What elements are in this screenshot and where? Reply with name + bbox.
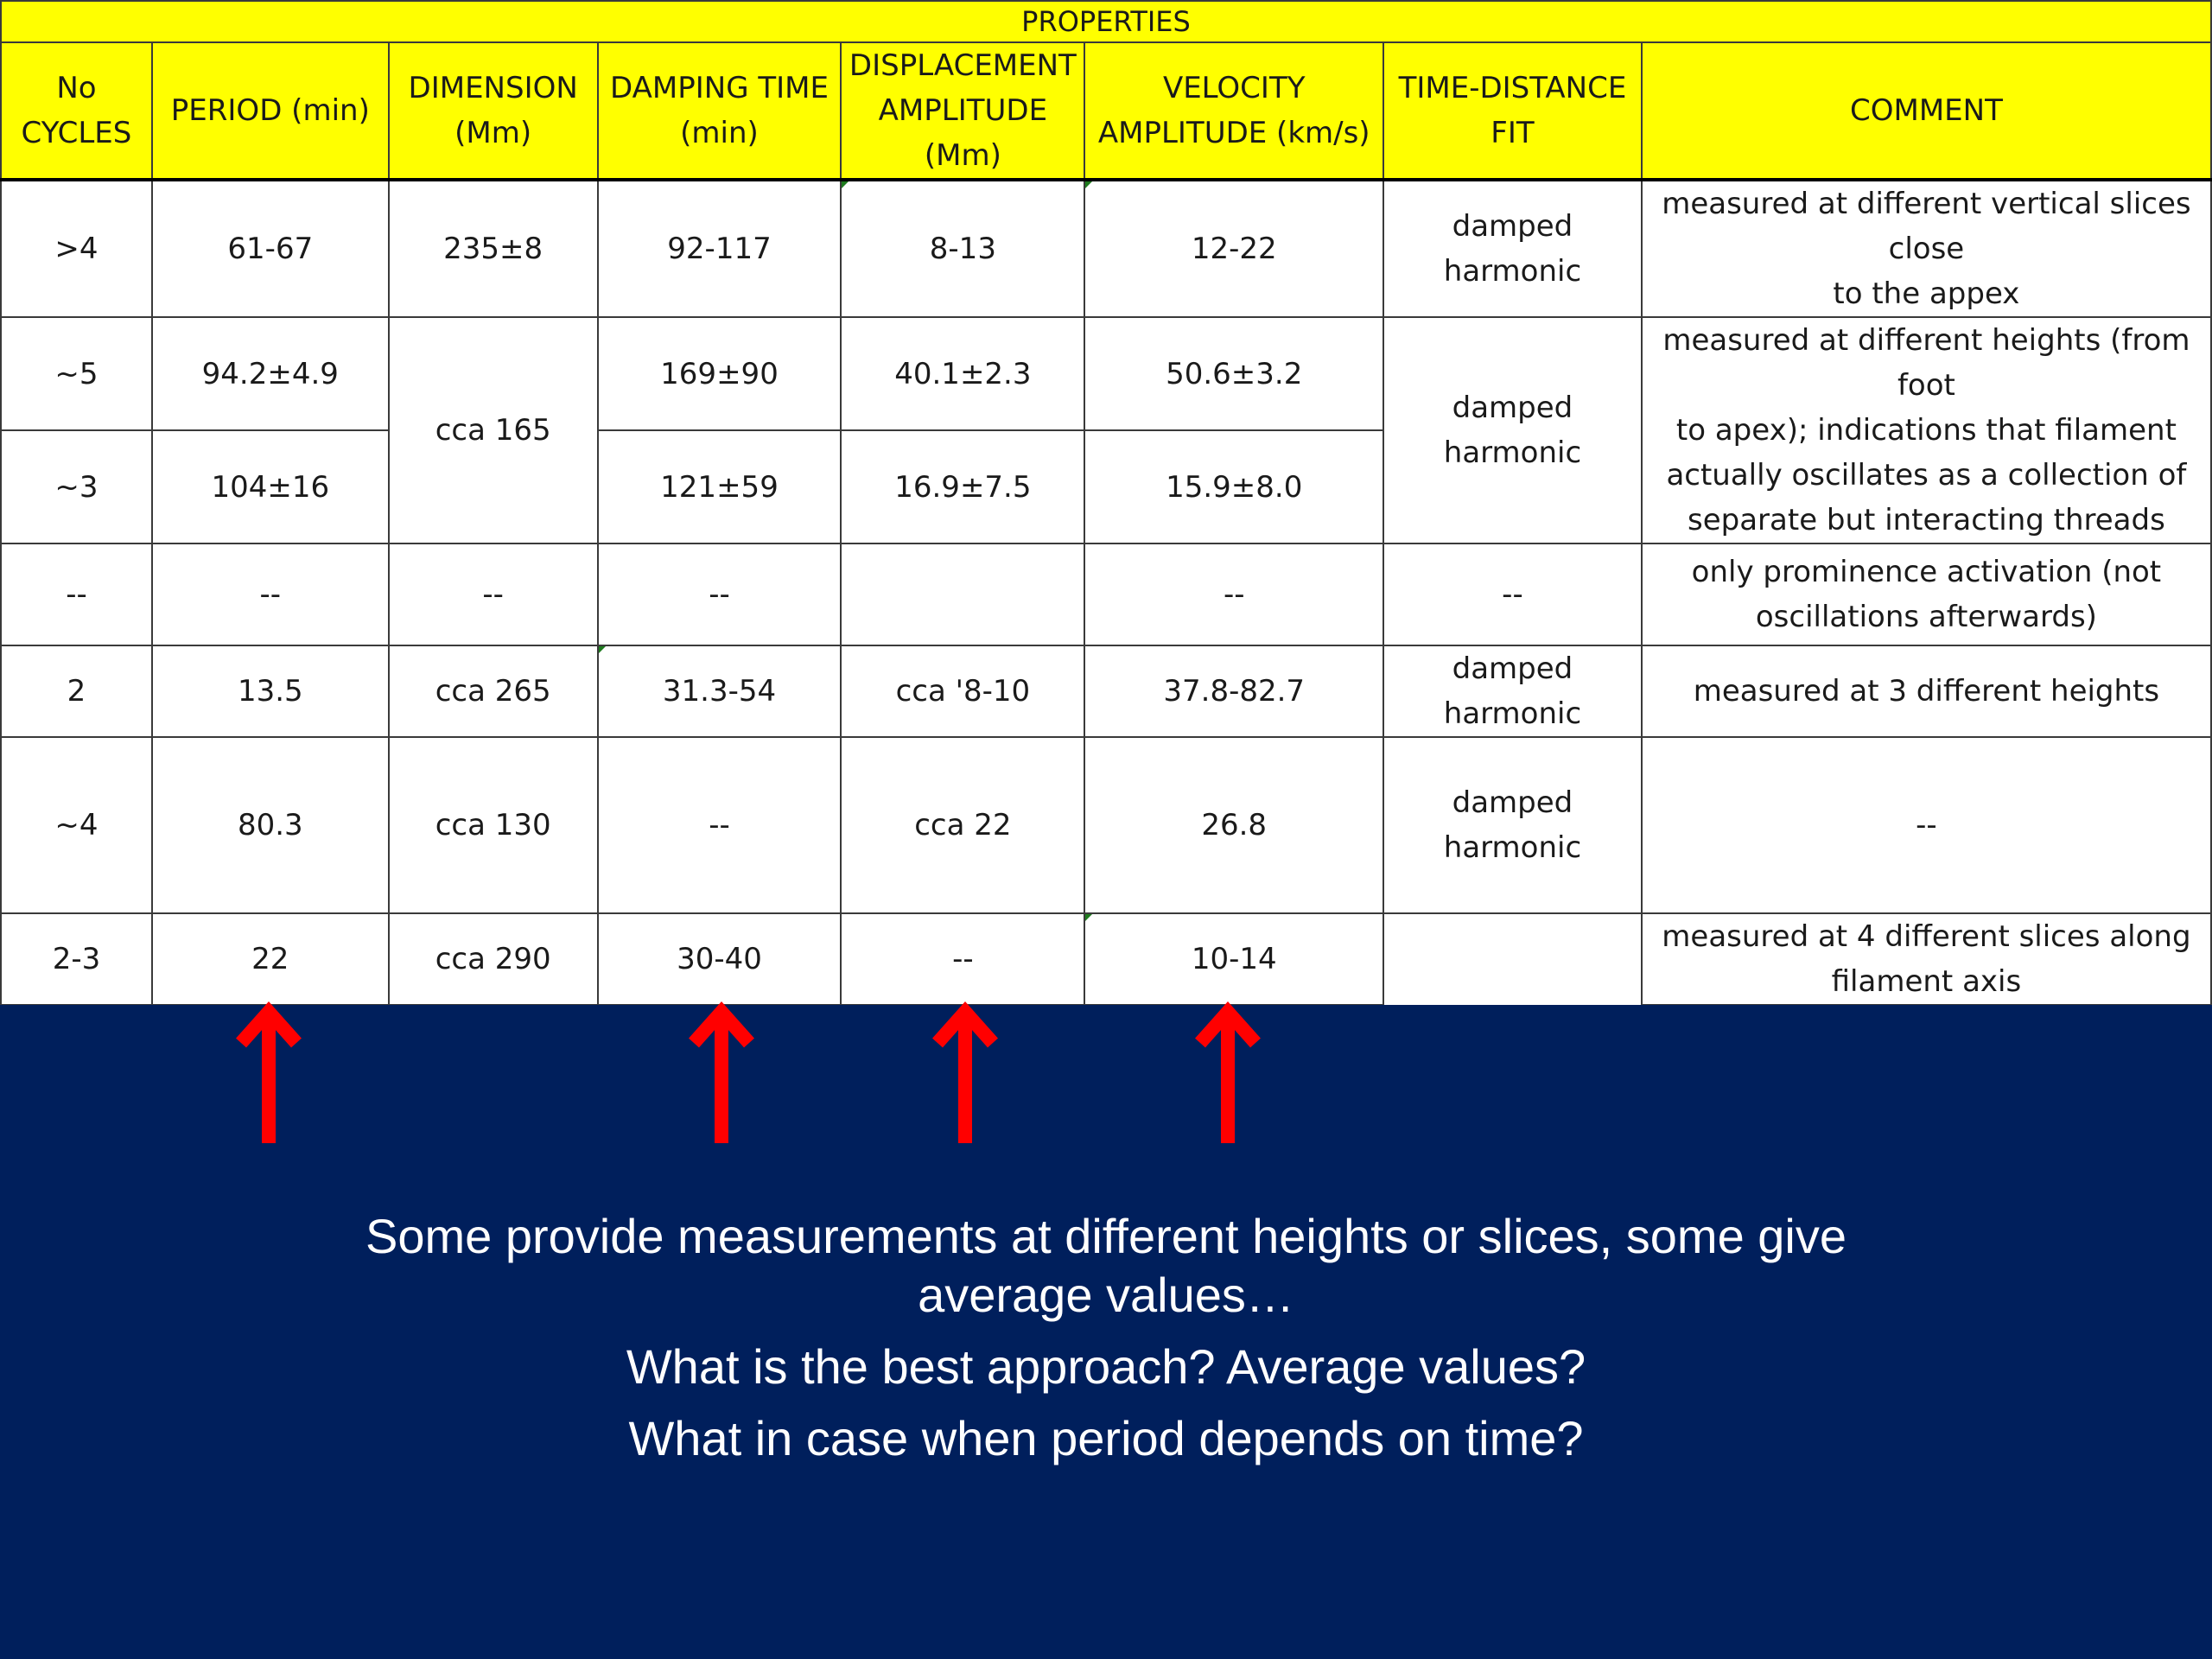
cell-dimension: 235±8 <box>389 180 598 317</box>
arrow-up-icon <box>234 1005 303 1152</box>
column-header-row <box>1 42 2211 180</box>
header-displacement-amplitude: DISPLACEMENT AMPLITUDE (Mm) <box>841 42 1084 180</box>
table-row <box>1 645 2211 737</box>
arrow-up-icon <box>931 1005 1000 1152</box>
cell-displacement-amplitude: -- <box>841 913 1084 1005</box>
table-title: PROPERTIES <box>1 1 2211 42</box>
cell-velocity-amplitude: 10-14 <box>1084 913 1383 1005</box>
cell-displacement-amplitude: cca '8-10 <box>841 645 1084 737</box>
cell-damping-time: -- <box>598 737 842 913</box>
arrow-up-icon <box>687 1005 756 1152</box>
header-damping-time: DAMPING TIME (min) <box>598 42 842 180</box>
cell-comment: measured at different heights (from foot to apex); indications that filament actually oscillates as a collection of separate but interacting threads <box>1642 317 2211 543</box>
cell-damping-time: -- <box>598 543 842 645</box>
cell-damping-time: 31.3-54 <box>598 645 842 737</box>
cell-damping-time: 169±90 <box>598 317 842 430</box>
cell-damping-time: 30-40 <box>598 913 842 1005</box>
caption-line-1: Some provide measurements at different heights or slices, some give <box>365 1209 1847 1263</box>
cell-period: -- <box>152 543 389 645</box>
cell-cycles: >4 <box>1 180 152 317</box>
cell-cycles: -- <box>1 543 152 645</box>
cell-period: 80.3 <box>152 737 389 913</box>
cell-comment: only prominence activation (not oscillations afterwards) <box>1642 543 2211 645</box>
caption-line-2: average values… <box>918 1268 1294 1322</box>
cell-dimension: cca 265 <box>389 645 598 737</box>
table-row <box>1 317 2211 430</box>
cell-displacement-amplitude: 40.1±2.3 <box>841 317 1084 430</box>
cell-dimension: -- <box>389 543 598 645</box>
header-cycles: No CYCLES <box>1 42 152 180</box>
cell-displacement-amplitude: 16.9±7.5 <box>841 430 1084 543</box>
cell-velocity-amplitude: 15.9±8.0 <box>1084 430 1383 543</box>
cell-damping-time: 121±59 <box>598 430 842 543</box>
cell-cycles: 2-3 <box>1 913 152 1005</box>
cell-fit: damped harmonic <box>1383 180 1642 317</box>
cell-comment: -- <box>1642 737 2211 913</box>
header-comment: COMMENT <box>1642 42 2211 180</box>
cell-period: 61-67 <box>152 180 389 317</box>
cell-period: 104±16 <box>152 430 389 543</box>
cell-comment: measured at 3 different heights <box>1642 645 2211 737</box>
table-title-row <box>1 1 2211 42</box>
cell-dimension: cca 290 <box>389 913 598 1005</box>
cell-fit: -- <box>1383 543 1642 645</box>
cell-damping-time: 92-117 <box>598 180 842 317</box>
cell-velocity-amplitude: 50.6±3.2 <box>1084 317 1383 430</box>
header-dimension: DIMENSION (Mm) <box>389 42 598 180</box>
cell-displacement-amplitude: 8-13 <box>841 180 1084 317</box>
table-row <box>1 737 2211 913</box>
caption-panel <box>0 1005 2212 1659</box>
header-period: PERIOD (min) <box>152 42 389 180</box>
cell-cycles: ~5 <box>1 317 152 430</box>
cell-comment: measured at 4 different slices along filament axis <box>1642 913 2211 1005</box>
cell-period: 13.5 <box>152 645 389 737</box>
table-row <box>1 913 2211 1005</box>
cell-dimension: cca 130 <box>389 737 598 913</box>
cell-comment: measured at different vertical slices close to the appex <box>1642 180 2211 317</box>
caption-question-2: What in case when period depends on time? <box>628 1411 1584 1465</box>
cell-velocity-amplitude: 12-22 <box>1084 180 1383 317</box>
cell-fit: damped harmonic <box>1383 737 1642 913</box>
cell-velocity-amplitude: -- <box>1084 543 1383 645</box>
table-row <box>1 543 2211 645</box>
cell-displacement-amplitude <box>841 543 1084 645</box>
cell-cycles: 2 <box>1 645 152 737</box>
cell-period: 22 <box>152 913 389 1005</box>
arrow-up-icon <box>1193 1005 1262 1152</box>
cell-dimension: cca 165 <box>389 317 598 543</box>
header-time-distance-fit: TIME-DISTANCE FIT <box>1383 42 1642 180</box>
cell-cycles: ~4 <box>1 737 152 913</box>
cell-displacement-amplitude: cca 22 <box>841 737 1084 913</box>
cell-fit: damped harmonic <box>1383 317 1642 543</box>
caption-question-1: What is the best approach? Average values? <box>626 1339 1586 1394</box>
cell-velocity-amplitude: 26.8 <box>1084 737 1383 913</box>
table-row <box>1 180 2211 317</box>
cell-fit: damped harmonic <box>1383 645 1642 737</box>
cell-cycles: ~3 <box>1 430 152 543</box>
cell-period: 94.2±4.9 <box>152 317 389 430</box>
cell-velocity-amplitude: 37.8-82.7 <box>1084 645 1383 737</box>
header-velocity-amplitude: VELOCITY AMPLITUDE (km/s) <box>1084 42 1383 180</box>
